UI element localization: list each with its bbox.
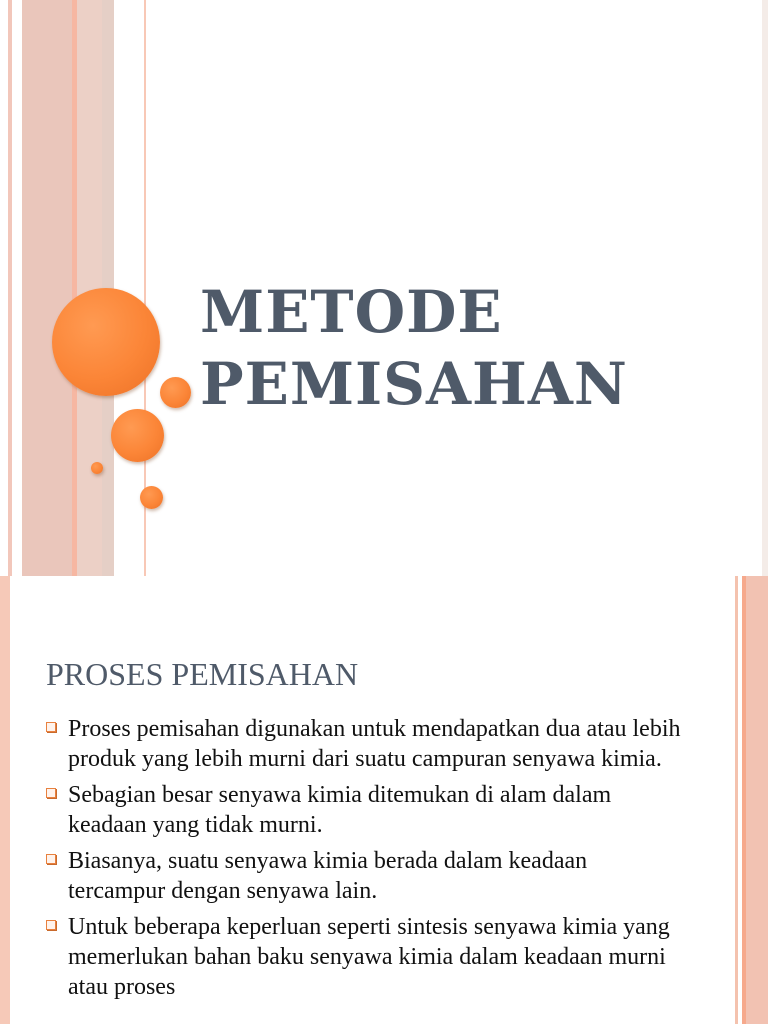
bullet-text: Proses pemisahan digunakan untuk mendapatkan dua atau lebih produk yang lebih murni dari suatu campuran senyawa kimia. <box>68 716 681 772</box>
circle-decoration-icon <box>91 462 103 474</box>
content-slide <box>0 576 768 1024</box>
bullet-item <box>46 780 686 840</box>
square-bullet-icon <box>46 854 56 864</box>
bullet-text: Untuk beberapa keperluan seperti sintesis senyawa kimia yang memerlukan bahan baku senyawa kimia dalam keadaan murni atau proses <box>68 914 670 1000</box>
bullet-item <box>46 846 686 906</box>
circle-decoration-icon <box>140 486 163 509</box>
bullet-list <box>46 714 686 1008</box>
decorative-band <box>735 576 738 1024</box>
slide-edge <box>762 0 768 576</box>
bullet-text: Sebagian besar senyawa kimia ditemukan di alam dalam keadaan yang tidak murni. <box>68 782 612 838</box>
square-bullet-icon <box>46 788 56 798</box>
circle-decoration-icon <box>160 377 191 408</box>
title-line: METODE <box>200 278 503 346</box>
bullet-item <box>46 912 686 1002</box>
decorative-band <box>22 0 72 576</box>
decorative-band <box>0 576 10 1024</box>
title-line: PEMISAHAN <box>200 350 628 418</box>
circle-decoration-icon <box>111 409 164 462</box>
slide-heading: PROSES PEMISAHAN <box>46 656 359 692</box>
square-bullet-icon <box>46 722 56 732</box>
bullet-item <box>46 714 686 774</box>
decorative-band <box>746 576 768 1024</box>
square-bullet-icon <box>46 920 56 930</box>
slide-title <box>200 276 740 420</box>
decorative-band <box>8 0 12 576</box>
bullet-text: Biasanya, suatu senyawa kimia berada dalam keadaan tercampur dengan senyawa lain. <box>68 848 588 904</box>
circle-decoration-icon <box>52 288 160 396</box>
